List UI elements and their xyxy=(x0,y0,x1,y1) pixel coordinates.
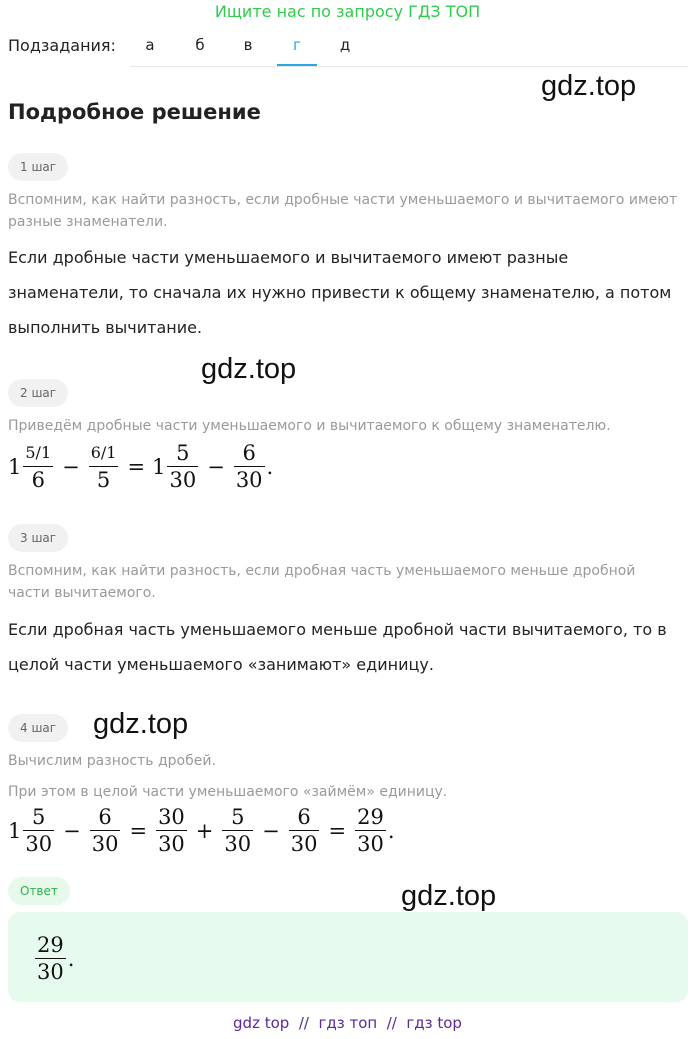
step-pill-1: 1 шаг xyxy=(8,153,68,181)
answer-value: $\frac{29}{30}$ . xyxy=(37,933,75,984)
fraction: $\frac{5}{30}$ xyxy=(169,441,197,492)
tab-d[interactable]: д xyxy=(339,36,351,54)
tab-v[interactable]: в xyxy=(243,36,253,54)
answer-box xyxy=(8,912,688,1002)
subtasks-tabs xyxy=(130,28,688,67)
watermark: gdz.top xyxy=(201,353,297,385)
fraction: $\frac{5}{30}$ xyxy=(224,805,252,856)
fraction: $\frac{6}{30}$ xyxy=(91,805,119,856)
step-2-hint: Приведём дробные части уменьшаемого и вычитаемого к общему знаменателю. xyxy=(8,418,611,434)
tab-g[interactable]: г xyxy=(277,36,317,66)
section-title: Подробное решение xyxy=(8,100,261,124)
tab-a[interactable]: а xyxy=(145,36,155,54)
fraction: $\frac{30}{30}$ xyxy=(158,805,185,856)
footer-links[interactable]: gdz top // гдз топ // гдз top xyxy=(233,1014,462,1032)
step-3-hint: Вспомним, как найти разность, если дробная часть уменьшаемого меньше дробной части вычитаемого. xyxy=(8,563,636,601)
watermark: gdz.top xyxy=(541,70,637,102)
step-1-hint: Вспомним, как найти разность, если дробные части уменьшаемого и вычитаемого имеют разные знаменатели. xyxy=(8,192,678,230)
watermark: gdz.top xyxy=(401,880,497,912)
step-3-body: Если дробная часть уменьшаемого меньше дробной части вычитаемого, то в целой части уменьшаемого «занимают» единицу. xyxy=(8,620,667,674)
fraction: $\frac{6}{30}$ xyxy=(290,805,318,856)
step-pill-4: 4 шаг xyxy=(8,714,68,742)
fraction: $\frac{29}{30}$ xyxy=(357,805,384,856)
step-4-formula: 1 $\frac{5}{30}$ − $\frac{6}{30}$ = $\frac{30}{30}$ + $\frac{5}{30}$ − $\frac{6}{30}$ = $\frac{29}{30}$ . xyxy=(8,805,395,856)
tab-b[interactable]: б xyxy=(195,36,205,54)
fraction: $\frac{5/1}{6}$ xyxy=(25,443,52,492)
watermark: gdz.top xyxy=(93,708,189,740)
fraction: $\frac{5}{30}$ xyxy=(25,805,53,856)
step-pill-2: 2 шаг xyxy=(8,379,68,407)
subtasks-label: Подзадания: xyxy=(8,36,116,55)
fraction: $\frac{29}{30}$ xyxy=(37,933,64,984)
fraction: $\frac{6/1}{5}$ xyxy=(90,443,117,492)
answer-pill: Ответ xyxy=(8,877,70,905)
step-1-body: Если дробные части уменьшаемого и вычитаемого имеют разные знаменатели, то сначала их нужно привести к общему знаменателю, а потом выполнить вычитание. xyxy=(8,248,672,337)
step-2-formula: 1 $\frac{5/1}{6}$ − $\frac{6/1}{5}$ = 1 $\frac{5}{30}$ − $\frac{6}{30}$ . xyxy=(8,441,274,492)
step-4-hint: Вычислим разность дробей. xyxy=(8,753,216,769)
step-pill-3: 3 шаг xyxy=(8,524,68,552)
search-banner: Ищите нас по запросу ГДЗ ТОП xyxy=(214,2,481,21)
fraction: $\frac{6}{30}$ xyxy=(235,441,263,492)
step-4-hint-2: При этом в целой части уменьшаемого «займём» единицу. xyxy=(8,784,448,800)
